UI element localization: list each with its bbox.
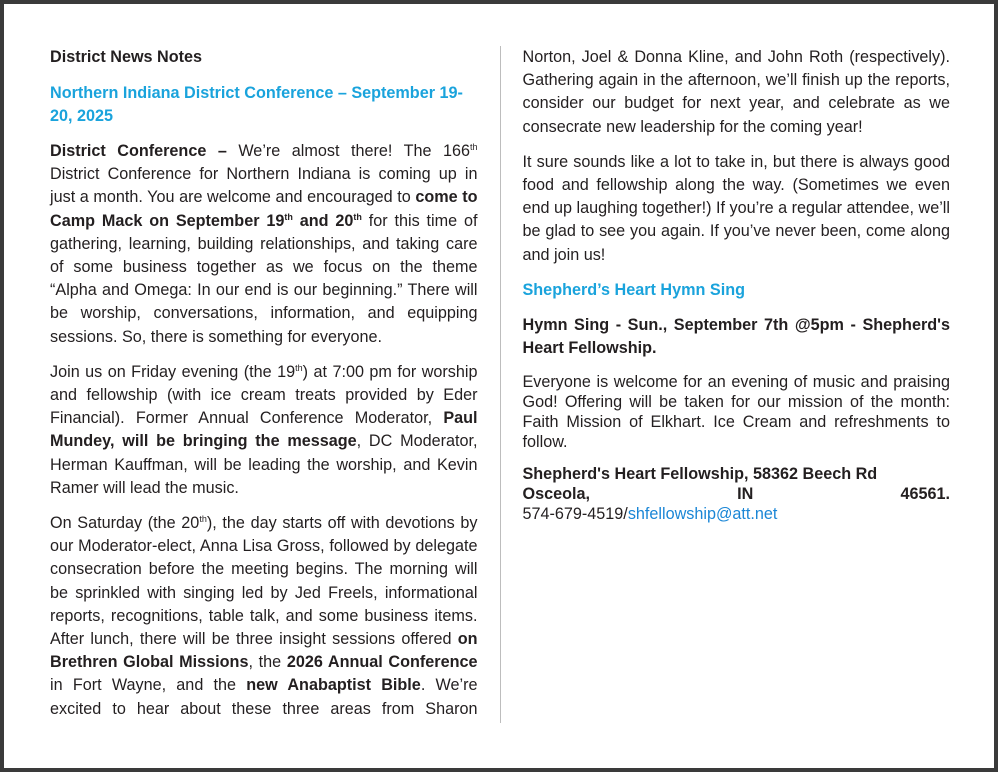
conference-intro-paragraph: District Conference – We’re almost there! The 166th District Conference for Northern Indiana is coming up in just a month. You are welcome and encouraged to come to Camp Mack on September 19th and 20th for this time of gathering, learning, building relationships, and taking care of some business together as we focus on the theme “Alpha and Omega: In our end is our beginning.” There will be worship, conversations, information, and equipping sessions. So, there is something for everyone.: [50, 142, 478, 346]
address-line-2: Osceola, IN 46561.: [522, 485, 950, 504]
friday-paragraph: Join us on Friday evening (the 19th) at 7:00 pm for worship and fellowship (with ice cream treats provided by Eder Financial). Former Annual Conference Moderator, Paul Mundey, will be bringing the message, DC Moderator, Herman Kauffman, will be leading the worship, and Kevin Ramer will lead the music.: [50, 362, 478, 497]
conference-heading: Northern Indiana District Conference – September 19-20, 2025: [50, 84, 463, 125]
address-line-1: Shepherd's Heart Fellowship, 58362 Beech Rd: [522, 465, 878, 484]
saturday-paragraph: On Saturday (the 20th), the day starts off with devotions by our Moderator-elect, Anna Lisa Gross, followed by delegate consecration before the meeting begins. The morning will be sprinkled with singing led by Jed Freels, informational reports, recognitions, table talk, and some business items. After lunch, there will be three insight sessions offered on Brethren Global Missions, the 2026 Annual Conference in Fort Wayne, and the new Anabaptist Bible. We’re excited to hear about these three areas from Sharon Norton, Joel & Donna Kline, and John Roth (respectively). Gathering again in the afternoon, we’ll finish up the reports, consider our budget for next year, and celebrate as we consecrate new leadership for the coming year!: [50, 48, 950, 718]
phone-number: 574-679-4519/: [522, 505, 628, 524]
contact-line: [523, 504, 951, 524]
email-link[interactable]: shfellowship@att.net: [627, 505, 778, 524]
hymn-sing-event: Hymn Sing - Sun., September 7th @5pm - Shepherd's Heart Fellowship.: [522, 315, 950, 358]
hymn-sing-heading: Shepherd’s Heart Hymn Sing: [522, 280, 745, 299]
hymn-sing-address: [523, 464, 951, 524]
closing-paragraph: It sure sounds like a lot to take in, but there is always good food and fellowship along the way. (Sometimes we even end up laughing together!) If you’re a regular attendee, we’ll be glad to see you again. If you’ve never been, come along and join us!: [522, 152, 950, 264]
hymn-sing-body: Everyone is welcome for an evening of music and praising God! Offering will be taken for our mission of the month: Faith Mission of Elkhart. Ice Cream and refreshments to follow.: [522, 373, 950, 452]
newsletter-two-column-body: [50, 46, 950, 736]
newsletter-section-title: District News Notes: [50, 48, 203, 66]
